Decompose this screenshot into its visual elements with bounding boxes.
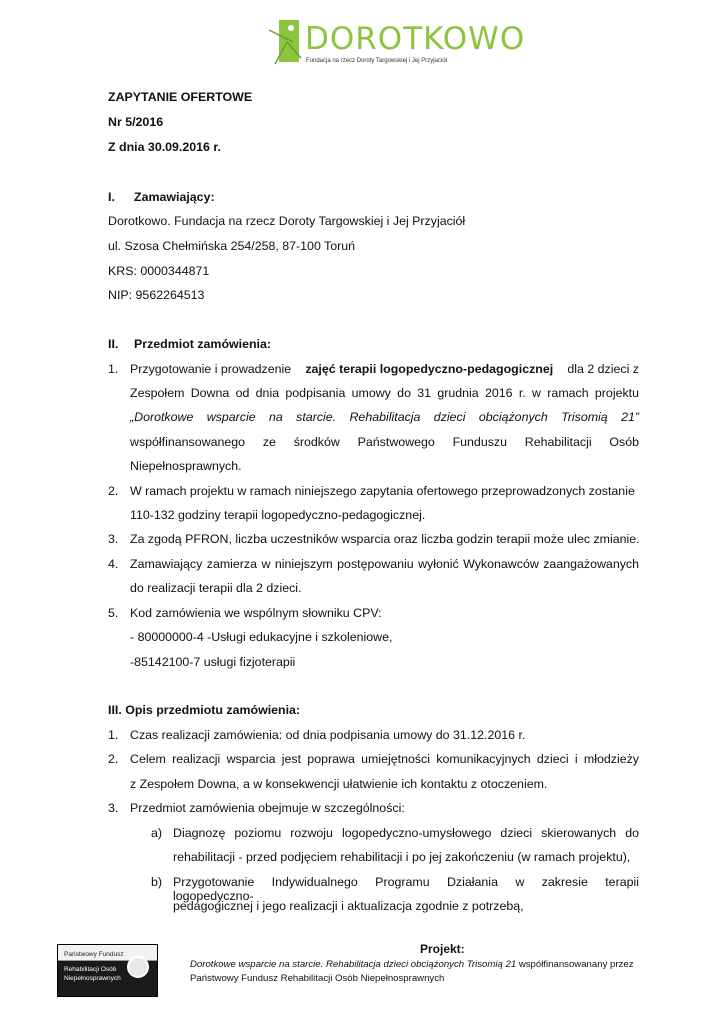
item-text: Niepełnosprawnych. xyxy=(130,459,242,473)
cpv-code-2: -85142100-7 usługi fizjoterapii xyxy=(130,655,296,669)
section-1-number: I. xyxy=(108,190,115,204)
section-3-heading: III. Opis przedmiotu zamówienia: xyxy=(108,703,301,717)
item-text: Przedmiot zamówienia obejmuje w szczególności: xyxy=(130,801,405,815)
document-date: Z dnia 30.09.2016 r. xyxy=(108,140,221,154)
pfron-logo-text xyxy=(64,965,121,983)
item-text: Czas realizacji zamówienia: od dnia podpisania umowy do 31.12.2016 r. xyxy=(130,728,526,742)
list-number: 3. xyxy=(108,801,119,815)
pfron-logo-line: Niepełnosprawnych xyxy=(64,975,121,982)
sublist-letter: b) xyxy=(151,875,163,889)
project-cofinancing: współfinansowanany przez xyxy=(518,959,634,970)
item-text: 110-132 godziny terapii logopedyczno-pedagogicznej. xyxy=(130,508,426,522)
list-item xyxy=(130,362,639,376)
list-number: 2. xyxy=(108,752,119,766)
pfron-logo xyxy=(57,944,158,997)
item-text: Celem realizacji wsparcia jest poprawa umiejętności komunikacyjnych dzieci i młodzieży xyxy=(130,752,639,766)
cpv-code-1: - 80000000-4 -Usługi edukacyjne i szkoleniowe, xyxy=(130,630,393,644)
item-bold-text: zajęć terapii logopedyczno-pedagogicznej xyxy=(305,362,554,376)
item-text: współfinansowanego ze środków Państwowego Funduszu Rehabilitacji Osób xyxy=(130,435,639,449)
item-text: pedagogicznej i jego realizacji i aktualizacja zgodnie z potrzebą, xyxy=(173,899,524,913)
project-title: Dorotkowe wsparcie na starcie. Rehabilitacja dzieci obciążonych Trisomią 21 xyxy=(190,959,517,970)
item-text: Przygotowanie Indywidualnego Programu Działania w zakresie terapii logopedyczno- xyxy=(173,875,639,903)
pfron-circle-icon xyxy=(127,956,149,978)
project-info xyxy=(190,959,634,970)
item-text: W ramach projektu w ramach niniejszego zapytania ofertowego przeprowadzonych zostanie xyxy=(130,484,635,498)
foundation-logo xyxy=(265,18,526,70)
item-text: Kod zamówienia we wspólnym słowniku CPV: xyxy=(130,606,382,620)
list-number: 1. xyxy=(108,362,119,376)
project-label: Projekt: xyxy=(420,942,465,956)
item-text: z Zespołem Downa, a w konsekwencji ułatwienie ich kontaktu z otoczeniem. xyxy=(130,777,548,791)
section-2-number: II. xyxy=(108,337,119,351)
orderer-name: Dorotkowo. Fundacja na rzecz Doroty Targowskiej i Jej Przyjaciół xyxy=(108,214,466,228)
item-text: Zespołem Downa od dnia podpisania umowy do 31 grudnia 2016 r. w ramach projektu xyxy=(130,386,639,400)
dancing-figure-icon xyxy=(265,18,307,70)
list-number: 4. xyxy=(108,557,119,571)
project-title-italic: „Dorotkowe wsparcie na starcie. Rehabilitacja dzieci obciążonych Trisomią 21” xyxy=(130,410,639,424)
document-title: ZAPYTANIE OFERTOWE xyxy=(108,90,253,104)
pfron-logo-line: Rehabilitacji Osób xyxy=(64,966,117,973)
section-2-heading: Przedmiot zamówienia: xyxy=(134,337,272,351)
document-number: Nr 5/2016 xyxy=(108,115,164,129)
project-funder: Państwowy Fundusz Rehabilitacji Osób Niepełnosprawnych xyxy=(190,973,445,984)
item-text: Zamawiający zamierza w niniejszym postępowaniu wyłonić Wykonawców zaangażowanych xyxy=(130,557,639,571)
item-text: Diagnozę poziomu rozwoju logopedyczno-umysłowego dzieci skierowanych do xyxy=(173,826,639,840)
orderer-krs: KRS: 0000344871 xyxy=(108,264,210,278)
item-text: rehabilitacji - przed podjęciem rehabilitacji i po jej zakończeniu (w ramach projektu), xyxy=(173,850,631,864)
item-text: Przygotowanie i prowadzenie xyxy=(130,362,292,376)
logo-subtitle: Fundacja na rzecz Doroty Targowskiej i Jej Przyjaciół xyxy=(306,58,447,64)
item-text: Za zgodą PFRON, liczba uczestników wsparcia oraz liczba godzin terapii może ulec zmianie. xyxy=(130,532,640,546)
list-number: 5. xyxy=(108,606,119,620)
sublist-letter: a) xyxy=(151,826,163,840)
orderer-address: ul. Szosa Chełmińska 254/258, 87-100 Toruń xyxy=(108,239,356,253)
pfron-logo-top-text: Państwowy Fundusz xyxy=(64,951,124,958)
list-number: 3. xyxy=(108,532,119,546)
item-text: dla 2 dzieci z xyxy=(567,362,639,376)
logo-name: DOROTKOWO xyxy=(305,21,526,57)
list-number: 1. xyxy=(108,728,119,742)
list-number: 2. xyxy=(108,484,119,498)
section-1-heading: Zamawiający: xyxy=(134,190,215,204)
item-text: do realizacji terapii dla 2 dzieci. xyxy=(130,581,302,595)
orderer-nip: NIP: 9562264513 xyxy=(108,288,205,302)
